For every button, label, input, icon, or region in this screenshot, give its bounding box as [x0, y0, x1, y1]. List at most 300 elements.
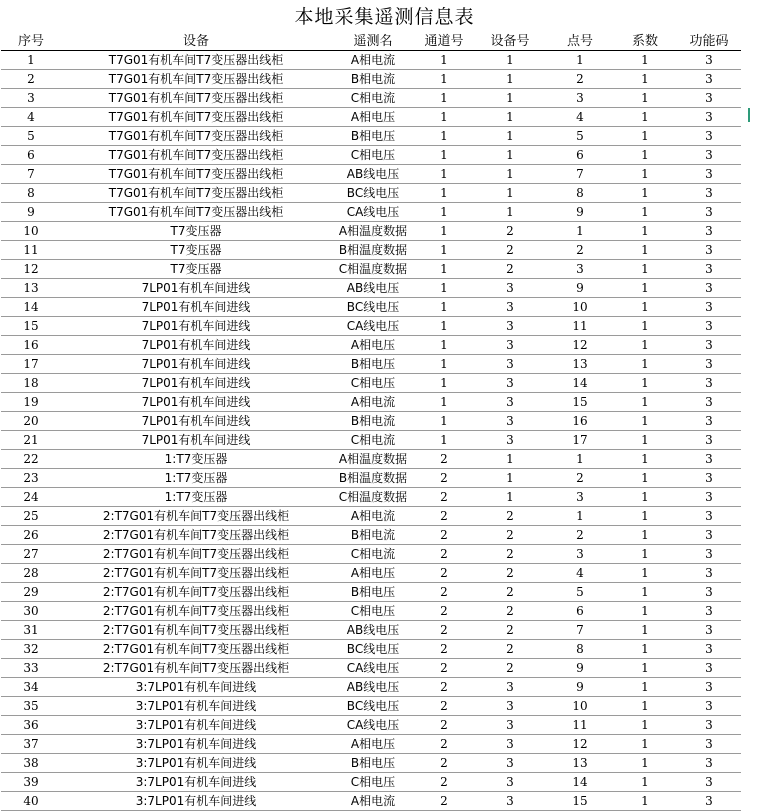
cell-index: 5 [1, 127, 61, 146]
cell-device-number: 3 [473, 355, 547, 374]
cell-function-code: 3 [677, 583, 741, 602]
cell-device: 2:T7G01有机车间T7变压器出线柜 [61, 526, 331, 545]
cell-function-code: 3 [677, 184, 741, 203]
table-title: 本地采集遥测信息表 [294, 6, 475, 28]
cell-device: 3:7LP01有机车间进线 [61, 792, 331, 811]
cell-index: 24 [1, 488, 61, 507]
cell-device: 7LP01有机车间进线 [61, 298, 331, 317]
cell-point: 1 [547, 51, 613, 70]
cell-point: 17 [547, 431, 613, 450]
cell-telemetry-name: C相电压 [331, 146, 415, 165]
table-row [1, 792, 741, 811]
cell-channel: 1 [415, 184, 473, 203]
cell-function-code: 3 [677, 792, 741, 811]
table-row [1, 127, 741, 146]
cell-telemetry-name: CA线电压 [331, 203, 415, 222]
cell-channel: 1 [415, 431, 473, 450]
cell-coefficient: 1 [613, 279, 677, 298]
col-header-coefficient: 系数 [613, 32, 677, 51]
cell-index: 2 [1, 70, 61, 89]
cell-coefficient: 1 [613, 146, 677, 165]
cell-channel: 2 [415, 545, 473, 564]
cell-index: 8 [1, 184, 61, 203]
cell-coefficient: 1 [613, 298, 677, 317]
cell-device: 3:7LP01有机车间进线 [61, 754, 331, 773]
cell-function-code: 3 [677, 336, 741, 355]
cell-coefficient: 1 [613, 659, 677, 678]
table-row [1, 526, 741, 545]
cell-device: 2:T7G01有机车间T7变压器出线柜 [61, 640, 331, 659]
cell-coefficient: 1 [613, 165, 677, 184]
cell-function-code: 3 [677, 469, 741, 488]
table-row [1, 450, 741, 469]
cell-index: 25 [1, 507, 61, 526]
cell-index: 15 [1, 317, 61, 336]
cell-index: 1 [1, 51, 61, 70]
cell-point: 9 [547, 659, 613, 678]
cell-coefficient: 1 [613, 545, 677, 564]
cell-index: 14 [1, 298, 61, 317]
table-row [1, 678, 741, 697]
cell-function-code: 3 [677, 754, 741, 773]
cell-telemetry-name: A相温度数据 [331, 222, 415, 241]
table-row [1, 564, 741, 583]
cell-function-code: 3 [677, 108, 741, 127]
table-row [1, 165, 741, 184]
table-row [1, 393, 741, 412]
cell-coefficient: 1 [613, 792, 677, 811]
cell-device-number: 3 [473, 374, 547, 393]
cell-point: 11 [547, 317, 613, 336]
cell-telemetry-name: AB线电压 [331, 621, 415, 640]
cell-point: 2 [547, 469, 613, 488]
cell-device: 1:T7变压器 [61, 450, 331, 469]
cell-device-number: 2 [473, 583, 547, 602]
table-row [1, 773, 741, 792]
cell-coefficient: 1 [613, 450, 677, 469]
cell-channel: 1 [415, 222, 473, 241]
cell-device: T7G01有机车间T7变压器出线柜 [61, 165, 331, 184]
cell-device-number: 1 [473, 146, 547, 165]
cell-device-number: 3 [473, 317, 547, 336]
cell-device: 1:T7变压器 [61, 469, 331, 488]
cell-device-number: 3 [473, 298, 547, 317]
cell-index: 20 [1, 412, 61, 431]
cell-channel: 1 [415, 70, 473, 89]
cell-coefficient: 1 [613, 184, 677, 203]
cell-coefficient: 1 [613, 70, 677, 89]
cell-index: 26 [1, 526, 61, 545]
cell-channel: 2 [415, 450, 473, 469]
table-row [1, 621, 741, 640]
cell-channel: 1 [415, 146, 473, 165]
cell-point: 2 [547, 526, 613, 545]
col-header-device: 设备 [61, 32, 331, 51]
cell-index: 29 [1, 583, 61, 602]
cell-device-number: 1 [473, 51, 547, 70]
cell-function-code: 3 [677, 735, 741, 754]
cell-channel: 1 [415, 203, 473, 222]
cell-channel: 2 [415, 564, 473, 583]
table-row [1, 298, 741, 317]
cell-index: 22 [1, 450, 61, 469]
cell-device: T7G01有机车间T7变压器出线柜 [61, 108, 331, 127]
cell-point: 8 [547, 640, 613, 659]
cell-telemetry-name: BC线电压 [331, 184, 415, 203]
cell-device: 7LP01有机车间进线 [61, 393, 331, 412]
cell-function-code: 3 [677, 431, 741, 450]
cell-device-number: 3 [473, 678, 547, 697]
cell-device: 7LP01有机车间进线 [61, 336, 331, 355]
table-row [1, 754, 741, 773]
cell-device: 3:7LP01有机车间进线 [61, 773, 331, 792]
cell-device: 2:T7G01有机车间T7变压器出线柜 [61, 583, 331, 602]
cell-coefficient: 1 [613, 355, 677, 374]
cell-telemetry-name: A相电流 [331, 507, 415, 526]
table-row [1, 70, 741, 89]
cell-device-number: 2 [473, 621, 547, 640]
cell-selection-marker [748, 108, 750, 122]
cell-telemetry-name: A相电流 [331, 393, 415, 412]
cell-telemetry-name: B相电流 [331, 412, 415, 431]
cell-device-number: 1 [473, 488, 547, 507]
cell-telemetry-name: CA线电压 [331, 716, 415, 735]
cell-telemetry-name: C相电流 [331, 89, 415, 108]
cell-coefficient: 1 [613, 431, 677, 450]
cell-function-code: 3 [677, 640, 741, 659]
cell-index: 13 [1, 279, 61, 298]
cell-telemetry-name: C相电流 [331, 545, 415, 564]
cell-coefficient: 1 [613, 222, 677, 241]
cell-point: 5 [547, 583, 613, 602]
cell-point: 12 [547, 336, 613, 355]
cell-index: 10 [1, 222, 61, 241]
cell-channel: 2 [415, 469, 473, 488]
cell-device: 3:7LP01有机车间进线 [61, 716, 331, 735]
cell-channel: 1 [415, 374, 473, 393]
cell-telemetry-name: C相电压 [331, 773, 415, 792]
cell-channel: 1 [415, 260, 473, 279]
cell-coefficient: 1 [613, 336, 677, 355]
cell-coefficient: 1 [613, 51, 677, 70]
cell-channel: 2 [415, 754, 473, 773]
cell-point: 6 [547, 146, 613, 165]
cell-coefficient: 1 [613, 89, 677, 108]
cell-point: 1 [547, 507, 613, 526]
cell-device-number: 1 [473, 70, 547, 89]
cell-coefficient: 1 [613, 241, 677, 260]
cell-function-code: 3 [677, 773, 741, 792]
cell-coefficient: 1 [613, 507, 677, 526]
cell-device: 3:7LP01有机车间进线 [61, 678, 331, 697]
cell-device: T7G01有机车间T7变压器出线柜 [61, 70, 331, 89]
cell-device: 7LP01有机车间进线 [61, 412, 331, 431]
cell-device-number: 2 [473, 260, 547, 279]
table-row [1, 355, 741, 374]
cell-point: 10 [547, 298, 613, 317]
cell-coefficient: 1 [613, 127, 677, 146]
cell-function-code: 3 [677, 412, 741, 431]
cell-channel: 1 [415, 51, 473, 70]
cell-device-number: 3 [473, 716, 547, 735]
cell-device: T7G01有机车间T7变压器出线柜 [61, 184, 331, 203]
cell-device-number: 1 [473, 450, 547, 469]
table-row [1, 108, 741, 127]
cell-point: 4 [547, 108, 613, 127]
cell-device-number: 2 [473, 222, 547, 241]
cell-function-code: 3 [677, 317, 741, 336]
cell-device-number: 3 [473, 279, 547, 298]
cell-point: 4 [547, 564, 613, 583]
cell-channel: 2 [415, 488, 473, 507]
cell-function-code: 3 [677, 393, 741, 412]
cell-point: 14 [547, 773, 613, 792]
table-row [1, 545, 741, 564]
table-row [1, 260, 741, 279]
cell-channel: 2 [415, 583, 473, 602]
cell-device-number: 2 [473, 640, 547, 659]
cell-index: 21 [1, 431, 61, 450]
cell-device-number: 2 [473, 526, 547, 545]
cell-point: 3 [547, 260, 613, 279]
cell-channel: 1 [415, 412, 473, 431]
col-header-function-code: 功能码 [677, 32, 741, 51]
cell-function-code: 3 [677, 70, 741, 89]
cell-device: 7LP01有机车间进线 [61, 317, 331, 336]
cell-point: 7 [547, 165, 613, 184]
cell-device-number: 3 [473, 412, 547, 431]
cell-channel: 1 [415, 336, 473, 355]
cell-device-number: 3 [473, 336, 547, 355]
cell-telemetry-name: A相电压 [331, 108, 415, 127]
cell-index: 36 [1, 716, 61, 735]
cell-telemetry-name: CA线电压 [331, 659, 415, 678]
cell-device: 2:T7G01有机车间T7变压器出线柜 [61, 602, 331, 621]
table-row [1, 583, 741, 602]
telemetry-table [1, 32, 741, 811]
cell-channel: 1 [415, 89, 473, 108]
cell-channel: 1 [415, 355, 473, 374]
cell-function-code: 3 [677, 279, 741, 298]
cell-point: 11 [547, 716, 613, 735]
cell-index: 7 [1, 165, 61, 184]
cell-function-code: 3 [677, 488, 741, 507]
cell-function-code: 3 [677, 146, 741, 165]
cell-coefficient: 1 [613, 317, 677, 336]
cell-point: 16 [547, 412, 613, 431]
table-row [1, 431, 741, 450]
cell-telemetry-name: AB线电压 [331, 279, 415, 298]
header-row [1, 32, 741, 51]
cell-function-code: 3 [677, 678, 741, 697]
cell-index: 4 [1, 108, 61, 127]
cell-device: T7变压器 [61, 241, 331, 260]
cell-telemetry-name: C相温度数据 [331, 488, 415, 507]
cell-channel: 1 [415, 165, 473, 184]
cell-device-number: 2 [473, 564, 547, 583]
table-row [1, 716, 741, 735]
cell-device-number: 1 [473, 89, 547, 108]
cell-device-number: 2 [473, 507, 547, 526]
cell-function-code: 3 [677, 526, 741, 545]
cell-device: 3:7LP01有机车间进线 [61, 697, 331, 716]
cell-device: T7G01有机车间T7变压器出线柜 [61, 127, 331, 146]
cell-channel: 1 [415, 241, 473, 260]
cell-coefficient: 1 [613, 203, 677, 222]
cell-telemetry-name: B相温度数据 [331, 241, 415, 260]
table-row [1, 241, 741, 260]
cell-device-number: 1 [473, 127, 547, 146]
cell-function-code: 3 [677, 697, 741, 716]
cell-index: 27 [1, 545, 61, 564]
table-row [1, 735, 741, 754]
col-header-channel: 通道号 [415, 32, 473, 51]
cell-function-code: 3 [677, 355, 741, 374]
cell-index: 17 [1, 355, 61, 374]
cell-coefficient: 1 [613, 488, 677, 507]
cell-point: 5 [547, 127, 613, 146]
cell-telemetry-name: A相电流 [331, 792, 415, 811]
cell-device: T7G01有机车间T7变压器出线柜 [61, 203, 331, 222]
cell-device-number: 1 [473, 108, 547, 127]
cell-device: 1:T7变压器 [61, 488, 331, 507]
cell-telemetry-name: BC线电压 [331, 298, 415, 317]
table-row [1, 336, 741, 355]
cell-index: 16 [1, 336, 61, 355]
cell-index: 34 [1, 678, 61, 697]
cell-index: 40 [1, 792, 61, 811]
cell-telemetry-name: B相电流 [331, 526, 415, 545]
cell-device: 7LP01有机车间进线 [61, 431, 331, 450]
cell-coefficient: 1 [613, 469, 677, 488]
cell-channel: 2 [415, 716, 473, 735]
cell-point: 15 [547, 393, 613, 412]
cell-device-number: 2 [473, 545, 547, 564]
cell-coefficient: 1 [613, 108, 677, 127]
cell-channel: 1 [415, 393, 473, 412]
table-row [1, 279, 741, 298]
cell-device-number: 2 [473, 659, 547, 678]
cell-telemetry-name: B相电压 [331, 583, 415, 602]
cell-telemetry-name: BC线电压 [331, 697, 415, 716]
cell-coefficient: 1 [613, 697, 677, 716]
cell-index: 37 [1, 735, 61, 754]
cell-index: 3 [1, 89, 61, 108]
cell-telemetry-name: C相电流 [331, 431, 415, 450]
table-row [1, 374, 741, 393]
cell-coefficient: 1 [613, 773, 677, 792]
cell-telemetry-name: B相电流 [331, 70, 415, 89]
cell-function-code: 3 [677, 241, 741, 260]
cell-device: T7G01有机车间T7变压器出线柜 [61, 51, 331, 70]
cell-point: 3 [547, 545, 613, 564]
cell-coefficient: 1 [613, 564, 677, 583]
cell-telemetry-name: C相电压 [331, 374, 415, 393]
cell-point: 3 [547, 89, 613, 108]
cell-point: 13 [547, 754, 613, 773]
cell-channel: 2 [415, 773, 473, 792]
cell-function-code: 3 [677, 127, 741, 146]
cell-device: T7G01有机车间T7变压器出线柜 [61, 89, 331, 108]
cell-telemetry-name: B相电压 [331, 754, 415, 773]
cell-device-number: 2 [473, 241, 547, 260]
cell-channel: 2 [415, 678, 473, 697]
cell-point: 14 [547, 374, 613, 393]
cell-channel: 1 [415, 317, 473, 336]
cell-index: 32 [1, 640, 61, 659]
table-row [1, 602, 741, 621]
cell-point: 6 [547, 602, 613, 621]
table-row [1, 222, 741, 241]
cell-telemetry-name: C相电压 [331, 602, 415, 621]
table-row [1, 146, 741, 165]
cell-function-code: 3 [677, 222, 741, 241]
cell-channel: 1 [415, 279, 473, 298]
cell-point: 2 [547, 70, 613, 89]
cell-index: 31 [1, 621, 61, 640]
cell-index: 18 [1, 374, 61, 393]
cell-device: 2:T7G01有机车间T7变压器出线柜 [61, 564, 331, 583]
col-header-telemetry-name: 遥测名 [331, 32, 415, 51]
cell-function-code: 3 [677, 602, 741, 621]
table-row [1, 51, 741, 70]
cell-coefficient: 1 [613, 640, 677, 659]
table-row [1, 203, 741, 222]
cell-coefficient: 1 [613, 735, 677, 754]
cell-index: 33 [1, 659, 61, 678]
cell-device: T7变压器 [61, 222, 331, 241]
cell-telemetry-name: A相温度数据 [331, 450, 415, 469]
cell-device-number: 1 [473, 184, 547, 203]
cell-function-code: 3 [677, 450, 741, 469]
cell-index: 11 [1, 241, 61, 260]
cell-telemetry-name: C相温度数据 [331, 260, 415, 279]
cell-coefficient: 1 [613, 602, 677, 621]
cell-channel: 1 [415, 108, 473, 127]
table-body [1, 51, 741, 811]
table-row [1, 697, 741, 716]
cell-device-number: 3 [473, 754, 547, 773]
cell-point: 13 [547, 355, 613, 374]
cell-function-code: 3 [677, 298, 741, 317]
cell-point: 8 [547, 184, 613, 203]
col-header-device-number: 设备号 [473, 32, 547, 51]
cell-coefficient: 1 [613, 526, 677, 545]
table-row [1, 469, 741, 488]
cell-channel: 1 [415, 298, 473, 317]
table-row [1, 184, 741, 203]
cell-device-number: 1 [473, 203, 547, 222]
cell-channel: 2 [415, 507, 473, 526]
table-row [1, 659, 741, 678]
cell-device: 2:T7G01有机车间T7变压器出线柜 [61, 621, 331, 640]
cell-point: 1 [547, 222, 613, 241]
cell-device-number: 3 [473, 393, 547, 412]
cell-device-number: 3 [473, 431, 547, 450]
cell-function-code: 3 [677, 507, 741, 526]
cell-channel: 2 [415, 526, 473, 545]
cell-device: 2:T7G01有机车间T7变压器出线柜 [61, 659, 331, 678]
cell-function-code: 3 [677, 165, 741, 184]
cell-channel: 2 [415, 697, 473, 716]
cell-point: 2 [547, 241, 613, 260]
cell-index: 28 [1, 564, 61, 583]
cell-telemetry-name: A相电流 [331, 51, 415, 70]
cell-channel: 2 [415, 621, 473, 640]
cell-function-code: 3 [677, 564, 741, 583]
cell-telemetry-name: A相电压 [331, 336, 415, 355]
cell-device-number: 3 [473, 773, 547, 792]
